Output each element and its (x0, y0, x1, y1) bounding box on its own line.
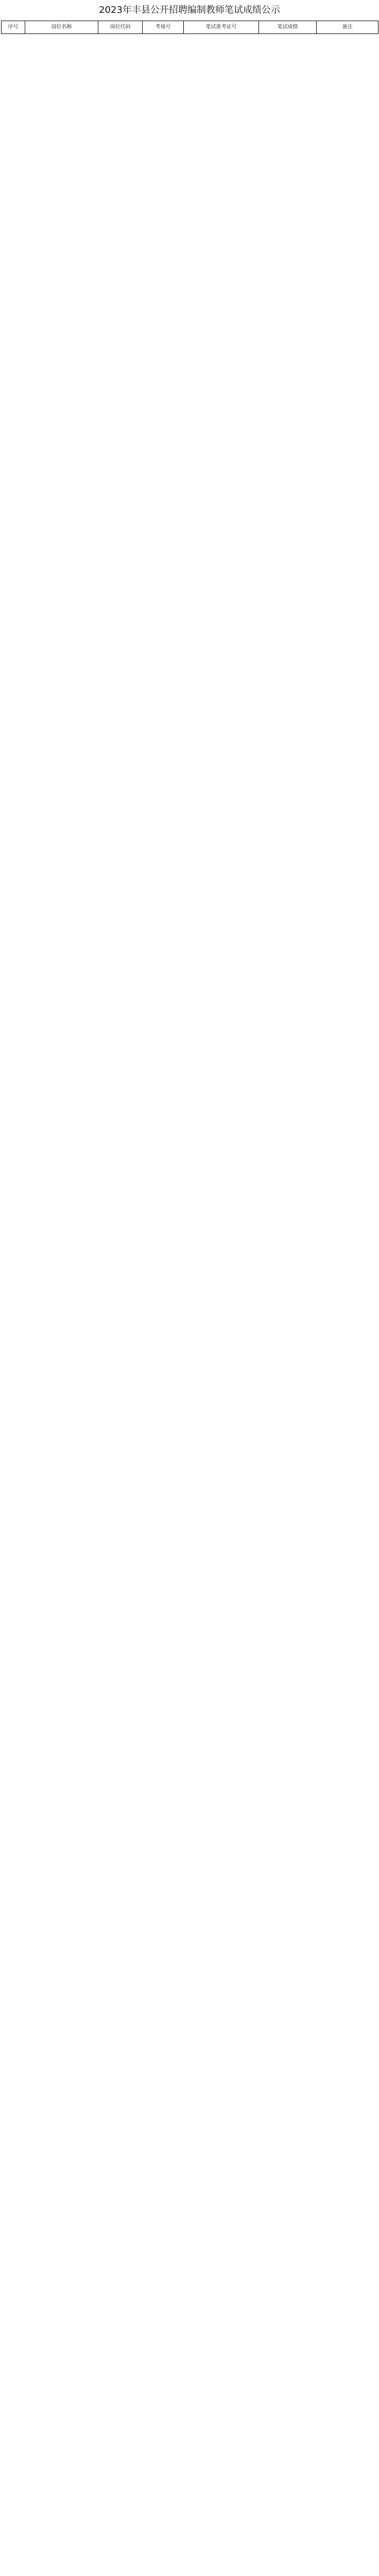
col-header-room-no: 考场号 (143, 21, 184, 34)
page-title: 2023年丰县公开招聘编制教师笔试成绩公示 (99, 5, 280, 15)
col-header-remark: 备注 (317, 21, 378, 34)
col-header-post-code: 岗位代码 (98, 21, 143, 34)
col-header-ticket-no: 笔试准考证号 (184, 21, 259, 34)
table-header-row (2, 21, 378, 34)
col-header-index: 序号 (2, 21, 25, 34)
col-header-score: 笔试成绩 (259, 21, 317, 34)
col-header-post-name: 岗位名称 (25, 21, 98, 34)
score-table (1, 21, 378, 34)
